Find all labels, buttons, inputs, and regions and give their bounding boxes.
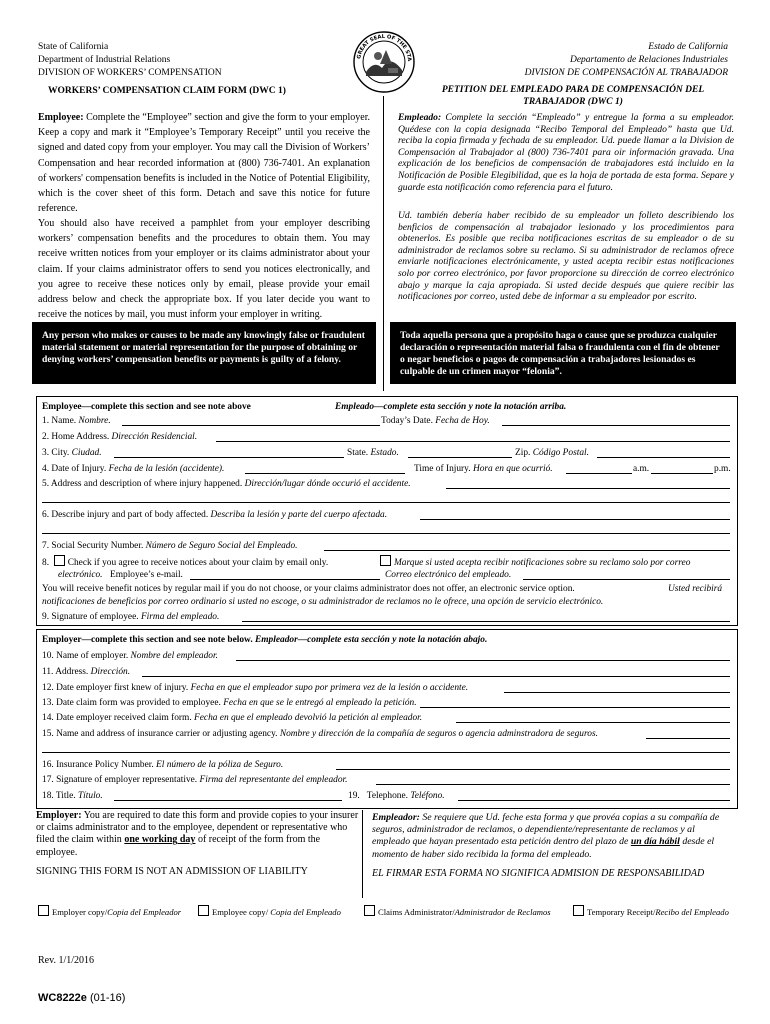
field-10-label: 10. Name of employer. Nombre del empleador. [42,651,218,661]
employee-heading-es: Empleado—complete esta sección y note la notación arriba. [335,402,567,412]
field-13-label: 13. Date claim form was provided to employee. Fecha en que se le entregó al empleado la petición. [42,698,417,708]
title-input[interactable] [114,800,342,801]
telephone-input[interactable] [458,800,730,801]
column-divider [383,96,384,391]
time-pm-input[interactable] [651,473,713,474]
city-input[interactable] [114,457,344,458]
benefit-note-es-2: notificaciones de beneficios por correo ordinario si usted no escoge, o su administrador de reclamos no le ofrece, una opción de servicio electrónico. [42,597,604,607]
employer-note-en: Employer: You are required to date this form and provide copies to your insurer or claims administrator and to the employee, dependent or representative who filed the claim within one working day of receipt of the form from the employee. [36,810,359,858]
policy-number-input[interactable] [336,769,730,770]
field-6-label: 6. Describe injury and part of body affected. Describa la lesión y parte del cuerpo afectada. [42,510,388,520]
warning-es: Toda aquella persona que a propósito haga o cause que se produzca cualquier declaración o representación material falsa o fraudulenta con el fin de obtener o negar beneficios o pagos de compensación a trabajadores lesionados es culpable de un crimen mayor “felonia”. [390,322,736,384]
email-only-checkbox-es[interactable] [380,555,391,566]
am-label: a.m. [633,464,650,474]
employer-note-es: Empleador: Se requiere que Ud. feche esta forma y que provéa copias a su compañía de seguros, administrador de reclamos, o dependiente/representante de reclamos y al empleado que hayan presentado esta petición dentro del plazo de un día hábil desde el momento de haber sido recibida la forma del empleado. [372,812,720,860]
email-input[interactable] [190,579,380,580]
field-8-row: 8. Check if you agree to receive notices about your claim by email only. [42,555,328,569]
field-8-es-2: electrónico. [58,570,103,580]
date-knew-input[interactable] [504,692,730,693]
field-4-label: 4. Date of Injury. Fecha de la lesión (accidente). [42,464,225,474]
field-8b-label: Employee’s e-mail. [110,570,183,580]
employer-signature-input[interactable] [376,784,730,785]
field-1-label: 1. Name. Nombre. [42,416,111,426]
field-3c-label: Zip. Código Postal. [515,448,589,458]
field-5-label: 5. Address and description of where injury happened. Dirección/lugar dónde occurió el accidente. [42,479,411,489]
header-department: Department of Industrial Relations [38,55,171,65]
pm-label: p.m. [714,464,731,474]
no-liability-es: EL FIRMAR ESTA FORMA NO SIGNIFICA ADMISION DE RESPONSABILIDAD [372,868,705,879]
header-division: DIVISION OF WORKERS’ COMPENSATION [38,68,222,78]
copy-claims-admin: Claims Administrator/Administrador de Reclamos [364,905,551,918]
employer-copy-checkbox[interactable] [38,905,49,916]
header-estado: Estado de California [648,42,728,52]
field-8-es: Marque si usted acepta recibir notificaciones sobre su reclamo solo por correo [380,555,690,569]
employer-heading: Employer—complete this section and see note below. Empleador—complete esta sección y note la notación abajo. [42,635,488,645]
field-8b-es: Correo electrónico del empleado. [385,570,512,580]
email-only-checkbox[interactable] [54,555,65,566]
field-17-label: 17. Signature of employer representative. Firma del representante del empleador. [42,775,348,785]
intro-en-p1: Employee: Complete the “Employee” section and give the form to your employer. Keep a copy and mark it “Employee’s Temporary Receipt” until you receive the signed and dated copy from your employer. You may call the Division of Workers’ Compensation and hear recorded information at (800) 736-7401. An explanation of workers' compensation benefits is included in the Notice of Potential Eligibility, which is the cover sheet of this form. Detach and save this notice for future reference. [38,112,370,215]
injury-location-input[interactable] [446,488,730,489]
date-of-injury-input[interactable] [245,473,405,474]
employee-heading-en: Employee—complete this section and see note above [42,402,251,412]
intro-es-p1: Empleado: Complete la sección “Empleado” y entregue la forma a su empleador. Quédese con la copia designada “Recibo Temporal del Empleado” hasta que Ud. reciba la copia firmada y fechada de su empleador. Ud. puede llamar a la Division de Compensación al Trabajador al (800) 736-7401 para oir información gravada. Una explicación de los beneficios de compensación de trabajadores está incluido en la Notificación de Posible Elegibilidad, que es la hoja de portada de esta forma. Separe y guarde esta notificación como referencia para el futuro. [398,112,734,193]
field-14-label: 14. Date employer received claim form. Fecha en que el empleado devolvió la petición al empleador. [42,713,423,723]
date-provided-input[interactable] [420,707,730,708]
intro-es-p2: Ud. también debería haber recibido de su empleador un folleto describiendo los benficios de compensación al trabajador lesionado y los procedimientos para obtenerlos. Es posible que reciba notificaciones escritas de su empleador o de su administrador de reclamos sobre su reclamo. Si su administrador de reclamos ofrece enviarle notificaciones electrónicamente, y usted acepta recibir estas notificaciones solo por correo electrónico, por favor proporcione su dirección de correo electrónico abajo y marque la caja apropiada. Si usted decide después que quiere recibir las notificaciones por correo, usted debe de informar a su empleador por escrito. [398,210,734,303]
form-id: WC8222e (01-16) [38,992,126,1004]
temporary-receipt-checkbox[interactable] [573,905,584,916]
date-received-input[interactable] [456,722,730,723]
field-7-label: 7. Social Security Number. Número de Seguro Social del Empleado. [42,541,298,551]
revision-date: Rev. 1/1/2016 [38,955,95,966]
field-2-label: 2. Home Address. Dirección Residencial. [42,432,198,442]
field-3-label: 3. City. Ciudad. [42,448,102,458]
field-1b-label: Today’s Date. Fecha de Hoy. [381,416,490,426]
header-departamento: Departamento de Relaciones Industriales [569,55,728,65]
field-19-label: 19. Telephone. Teléfono. [348,791,445,801]
home-address-input[interactable] [216,441,730,442]
field-3b-label: State. Estado. [347,448,399,458]
note-divider [362,810,363,898]
warning-en: Any person who makes or causes to be made any knowingly false or fraudulent material statement or material representation for the purpose of obtaining or denying workers’ compensation benefits or payments is guilty of a felony. [32,322,376,384]
svg-text:GREAT SEAL OF THE STATE OF CAL: GREAT SEAL OF THE STA [356,33,413,62]
employee-copy-checkbox[interactable] [198,905,209,916]
field-12-label: 12. Date employer first knew of injury. Fecha en que el empleador supo por primera vez de la lesión o accidente. [42,683,469,693]
employer-name-input[interactable] [236,660,730,661]
injury-description-input[interactable] [420,519,730,520]
name-input[interactable] [122,425,380,426]
no-liability-en: SIGNING THIS FORM IS NOT AN ADMISSION OF LIABILITY [36,866,308,877]
employer-address-input[interactable] [142,676,730,677]
insurer-input-2[interactable] [42,752,730,753]
injury-description-input-2[interactable] [42,533,730,534]
field-18-label: 18. Title. Título. [42,791,103,801]
form-title-en: WORKERS’ COMPENSATION CLAIM FORM (DWC 1) [48,86,286,96]
copy-temporary-receipt: Temporary Receipt/Recibo del Empleado [573,905,729,918]
todays-date-input[interactable] [502,425,730,426]
claims-admin-checkbox[interactable] [364,905,375,916]
copy-employer: Employer copy/Copia del Empleador [38,905,181,918]
zip-input[interactable] [597,457,730,458]
injury-location-input-2[interactable] [42,502,730,503]
benefit-note-en: You will receive benefit notices by regular mail if you do not choose, or your claims administrator does not offer, an electronic service option. [42,584,575,594]
intro-en-p2: You should also have received a pamphlet from your employer describing workers’ compensation benefits and the procedures to obtain them. You may receive written notices from your employer or its claims administrator about your claim. If your claims administrator offers to send you notices electronically, and you agree to receive these notices only by email, please provide your email address below and check the appropriate box. If you later decide you want to receive the notices by mail, you must inform your employer in writing. [38,218,370,321]
state-seal [352,30,416,94]
field-11-label: 11. Address. Dirección. [42,667,131,677]
ssn-input[interactable] [324,550,730,551]
state-input[interactable] [408,457,512,458]
field-16-label: 16. Insurance Policy Number. El número de la póliza de Seguro. [42,760,284,770]
header-division-es: DIVISION DE COMPENSACIÓN AL TRABAJADOR [524,68,728,78]
copy-employee: Employee copy/ Copia del Empleado [198,905,341,918]
header-state: State of California [38,42,109,52]
field-15-label: 15. Name and address of insurance carrier or adjusting agency. Nombre y dirección de la compañía de seguros o agencia adminstradora de seguros. [42,729,598,739]
form-title-es-1: PETITION DEL EMPLEADO PARA DE COMPENSACIÓN DEL [441,85,705,95]
field-9-label: 9. Signature of employee. Firma del empleado. [42,612,220,622]
employee-signature-input[interactable] [242,621,730,622]
field-4b-label: Time of Injury. Hora en que ocurrió. [414,464,553,474]
insurer-input[interactable] [646,738,730,739]
benefit-note-es-1: Usted recibirá [668,584,723,594]
time-am-input[interactable] [566,473,632,474]
email-input-es[interactable] [523,579,730,580]
form-title-es-2: TRABAJADOR (DWC 1) [523,97,623,107]
